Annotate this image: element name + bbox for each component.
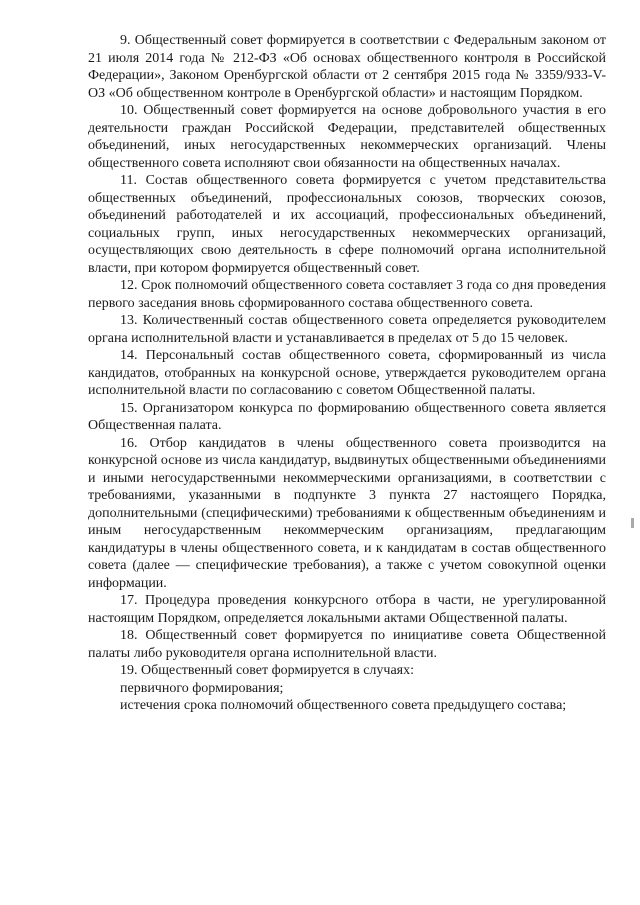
paragraph-19: 19. Общественный совет формируется в случаях: bbox=[120, 663, 414, 678]
paragraph-14: 14. Персональный состав общественного совета, сформированный из числа кандидатов, отобранных на конкурсной основе, утверждается руководителем органа исполнительной власти по согласованию с советом Общественной палаты. bbox=[88, 348, 606, 398]
paragraph-9: 9. Общественный совет формируется в соответствии с Федеральным законом от 21 июля 2014 года № 212-ФЗ «Об основах общественного контроля в Российской Федерации», Законом Оренбургской области от 2 сентября 2015 года № 3359/933-V-ОЗ «Об общественном контроле в Оренбургской области» и настоящим Порядком. bbox=[88, 33, 606, 101]
scan-edge-mark bbox=[631, 518, 634, 528]
list-item: истечения срока полномочий общественного совета предыдущего состава; bbox=[120, 698, 567, 713]
paragraph-18: 18. Общественный совет формируется по инициативе совета Общественной палаты либо руководителя органа исполнительной власти. bbox=[88, 628, 606, 661]
paragraph-11: 11. Состав общественного совета формируется с учетом представительства общественных объединений, профессиональных союзов, творческих союзов, объединений работодателей и их ассоциаций, профессиональных объединений, социальных групп, иных негосударственных некоммерческих организаций, осуществляющих свою деятельность в сфере полномочий органа исполнительной власти, при котором формируется общественный совет. bbox=[88, 173, 606, 276]
document-body bbox=[88, 32, 606, 715]
paragraph-15: 15. Организатором конкурса по формированию общественного совета является Общественная палата. bbox=[88, 400, 606, 433]
paragraph-16: 16. Отбор кандидатов в члены общественного совета производится на конкурсной основе из числа кандидатур, выдвинутых общественными объединениями и иными негосударственными некоммерческими организациями, в соответствии с требованиями, указанными в подпункте 3 пункта 27 настоящего Порядка, дополнительными (специфическими) требованиями к общественным объединениям и иным негосударственным некоммерческим организациям, предлагающим кандидатуры в члены общественного совета, и к кандидатам в состав общественного совета (далее — специфические требования), а также с учетом совокупной оценки информации. bbox=[88, 435, 606, 591]
paragraph-17: 17. Процедура проведения конкурсного отбора в части, не урегулированной настоящим Порядком, определяется локальными актами Общественной палаты. bbox=[88, 593, 606, 626]
list-item: первичного формирования; bbox=[120, 680, 284, 696]
paragraph-13: 13. Количественный состав общественного совета определяется руководителем органа исполнительной власти и устанавливается в пределах от 5 до 15 человек. bbox=[88, 313, 606, 346]
paragraph-10: 10. Общественный совет формируется на основе добровольного участия в его деятельности граждан Российской Федерации, представителей общественных объединений, иных негосударственных некоммерческих организаций. Члены общественного совета исполняют свои обязанности на общественных началах. bbox=[88, 103, 606, 171]
paragraph-12: 12. Срок полномочий общественного совета составляет 3 года со дня проведения первого заседания вновь сформированного состава общественного совета. bbox=[88, 278, 606, 311]
